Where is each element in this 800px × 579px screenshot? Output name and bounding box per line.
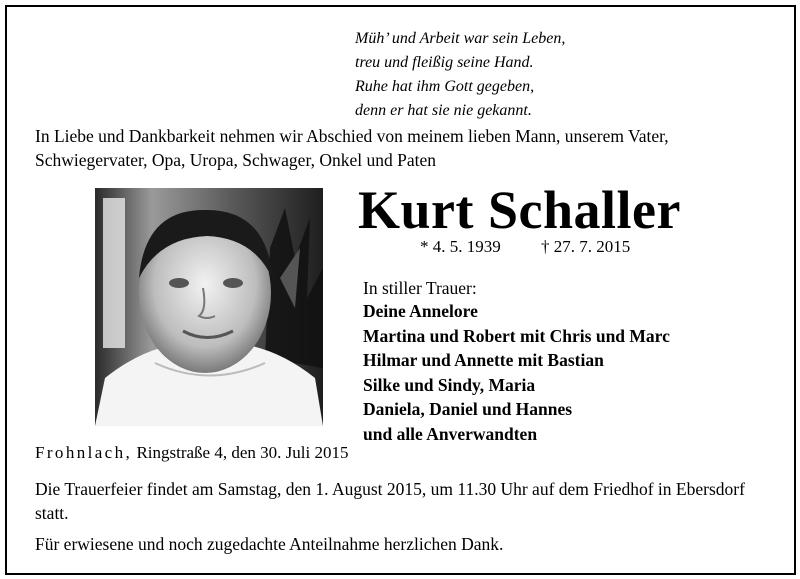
- ceremony-info: Die Trauerfeier findet am Samstag, den 1. August 2015, um 11.30 Uhr auf dem Friedhof in Ebersdorf statt.: [35, 479, 745, 523]
- mourner-line: Hilmar und Annette mit Bastian: [363, 350, 604, 370]
- mourner-line: Daniela, Daniel und Hannes: [363, 399, 573, 419]
- life-dates: [420, 235, 630, 259]
- portrait-photo: [95, 188, 323, 426]
- poem-line: Müh’ und Arbeit war sein Leben,: [355, 30, 566, 47]
- mourners-label: In stiller Trauer:: [363, 278, 477, 298]
- poem: [355, 27, 565, 123]
- death-date: † 27. 7. 2015: [541, 237, 631, 256]
- intro-text: In Liebe und Dankbarkeit nehmen wir Abschied von meinem lieben Mann, unserem Vater, Schwiegervater, Opa, Uropa, Schwager, Onkel und Paten: [35, 126, 669, 170]
- deceased-name: Kurt Schaller: [358, 180, 681, 240]
- poem-line: treu und fleißig seine Hand.: [355, 54, 534, 71]
- mourner-line: und alle Anverwandten: [363, 423, 538, 444]
- thanks-text: Für erwiesene und noch zugedachte Anteilnahme herzlichen Dank.: [35, 534, 504, 554]
- poem-line: Ruhe hat ihm Gott gegeben,: [355, 78, 535, 95]
- mourner-line: Deine Annelore: [363, 301, 478, 321]
- mourners-list: [363, 299, 670, 446]
- mourner-line: Martina und Robert mit Chris und Marc: [363, 325, 670, 346]
- poem-line: denn er hat sie nie gekannt.: [355, 102, 532, 119]
- birth-date: * 4. 5. 1939: [420, 237, 501, 256]
- place-and-date: [35, 441, 348, 465]
- address-date: Ringstraße 4, den 30. Juli 2015: [136, 443, 349, 462]
- portrait-image: [95, 188, 323, 426]
- mourner-line: Silke und Sindy, Maria: [363, 374, 536, 395]
- town-name: Frohnlach,: [35, 443, 133, 462]
